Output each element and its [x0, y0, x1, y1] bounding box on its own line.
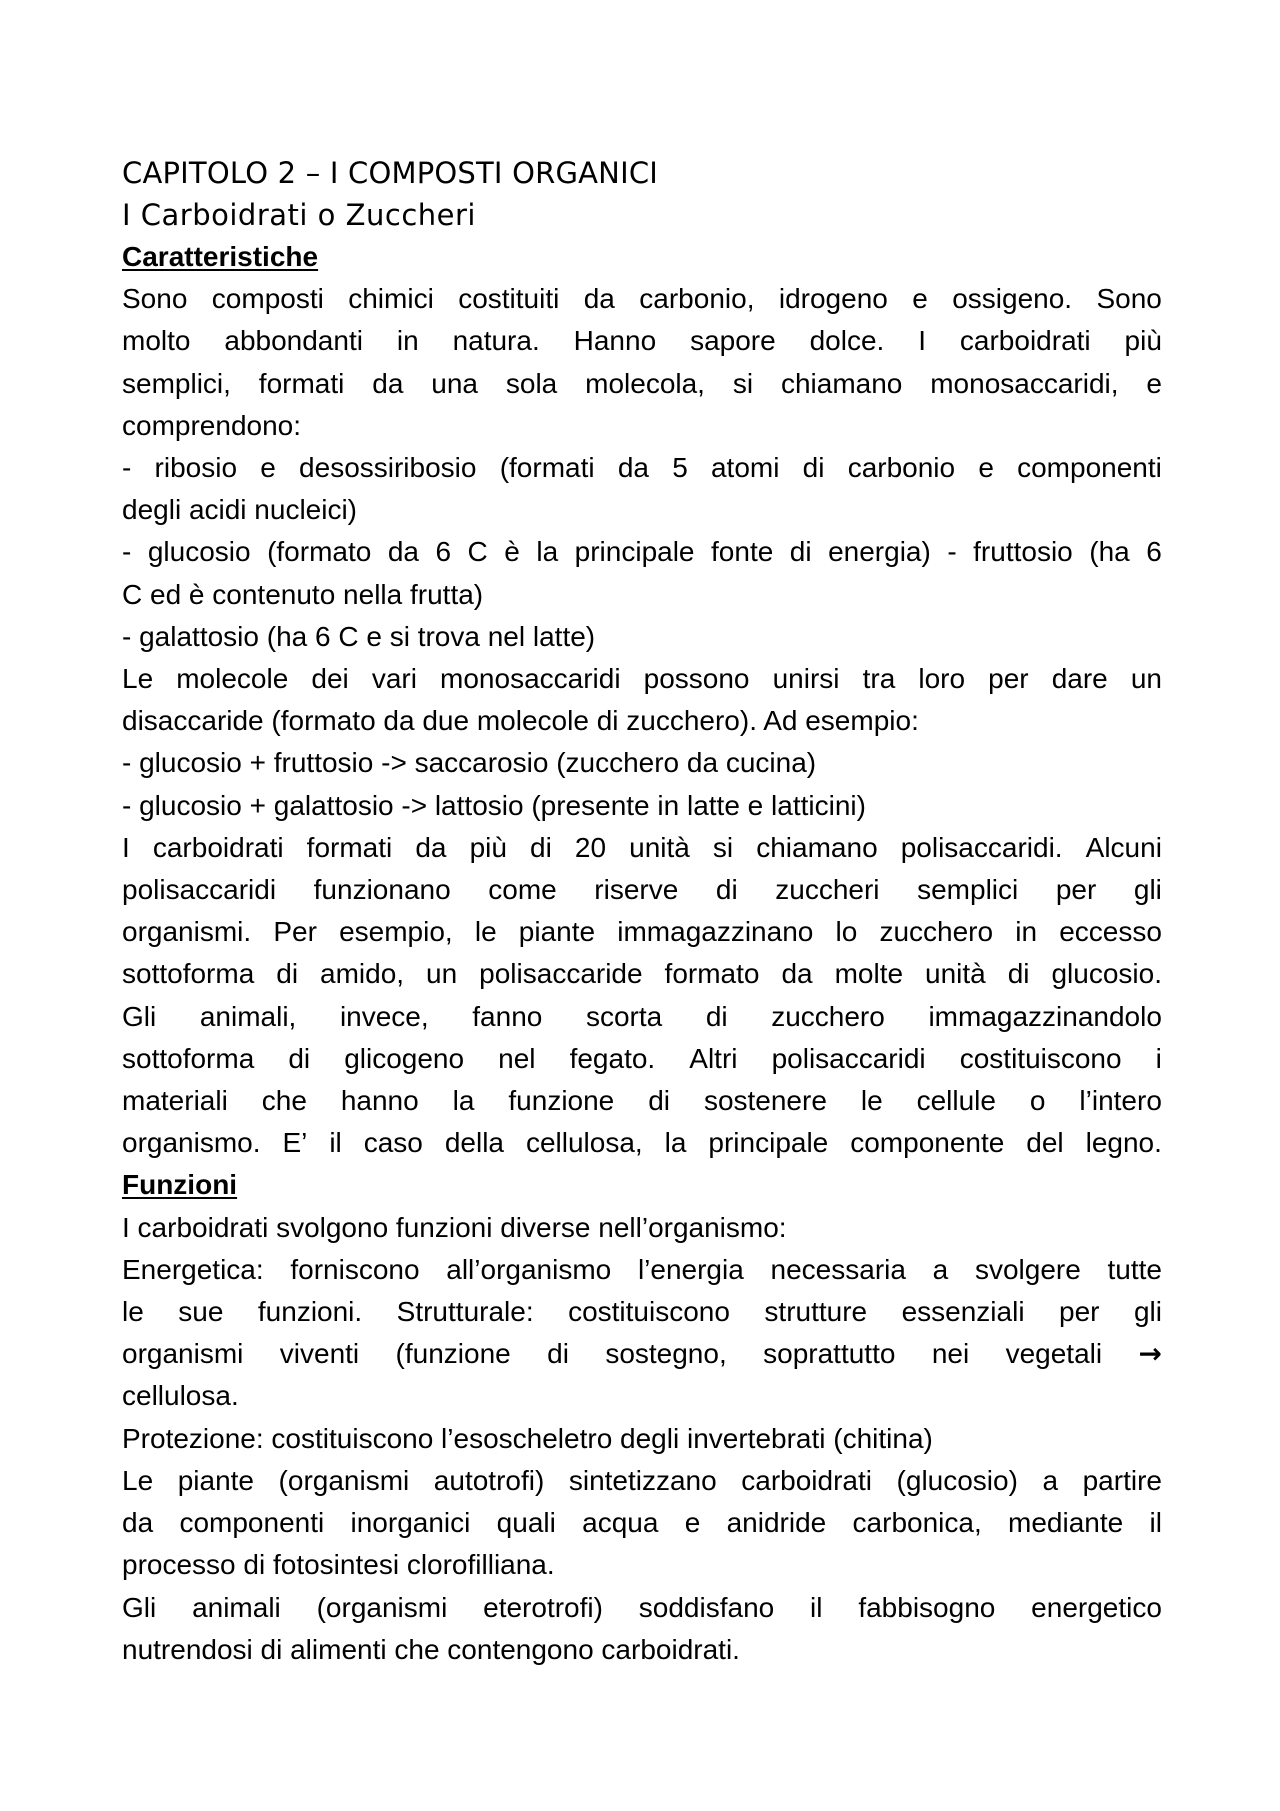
word: 6 [1146, 536, 1162, 568]
word: polisaccaridi. [900, 831, 1063, 863]
word: forniscono [290, 1253, 420, 1285]
word: zuccheri [775, 874, 880, 906]
word: l’intero [1079, 1085, 1162, 1117]
heading-functions: Funzioni [122, 1169, 238, 1201]
word: principale [574, 536, 695, 568]
word: tra [862, 663, 896, 695]
word: e [1146, 367, 1162, 399]
word: semplici, [122, 367, 231, 399]
text-line: - glucosio + galattosio -> lattosio (presente in latte e latticini) [122, 789, 866, 821]
text-line [122, 531, 1162, 573]
word: 6 [435, 536, 452, 568]
text-line: comprendono: [122, 409, 302, 441]
word: Alcuni [1085, 831, 1162, 863]
word: e [912, 283, 928, 315]
word: chiamano [780, 367, 903, 399]
text-line: - glucosio + fruttosio -> saccarosio (zucchero da cucina) [122, 747, 817, 779]
word: all’organismo [446, 1253, 612, 1285]
word: energia) [828, 536, 931, 568]
word: Le [122, 663, 154, 695]
word: da [387, 536, 419, 568]
functions-paragraphs-a [122, 1207, 1162, 1334]
word: unità [925, 958, 986, 990]
word: componenti [1017, 452, 1162, 484]
text-line: Protezione: costituiscono l’esoscheletro degli invertebrati (chitina) [122, 1422, 933, 1454]
text-line [122, 827, 1162, 869]
word: costituiti [458, 283, 560, 315]
word: carbonica, [852, 1507, 982, 1539]
word: materiali [122, 1085, 228, 1117]
word: sola [505, 367, 558, 399]
word: gli [1133, 874, 1162, 906]
word: (funzione [395, 1338, 511, 1370]
word: invece, [339, 1000, 429, 1032]
text-line [122, 1460, 1162, 1502]
word: e [684, 1507, 701, 1539]
word: Hanno [573, 325, 657, 357]
word: (formati [499, 452, 595, 484]
word: svolgere [974, 1253, 1081, 1285]
word: - [122, 452, 132, 484]
word: essenziali [901, 1296, 1025, 1328]
word: per [1055, 874, 1097, 906]
arrow-right-icon: → [1138, 1337, 1162, 1371]
word: e [260, 452, 276, 484]
text-line [122, 658, 1162, 700]
word: - [947, 536, 957, 568]
word: da [781, 958, 813, 990]
word: Gli [122, 1591, 157, 1623]
word: a [1042, 1464, 1059, 1496]
word: le [860, 1085, 883, 1117]
word: da [583, 283, 615, 315]
word: la [664, 1127, 687, 1159]
word: eterotrofi) [483, 1591, 603, 1623]
word: animali, [199, 1000, 297, 1032]
heading-characteristics: Caratteristiche [122, 241, 319, 272]
word: quali [496, 1507, 556, 1539]
word: molto [122, 325, 191, 357]
text-line: processo di fotosintesi clorofilliana. [122, 1549, 555, 1581]
word: fegato. [569, 1042, 656, 1074]
word: Strutturale: [396, 1296, 534, 1328]
word: sostegno, [605, 1338, 727, 1370]
word: da [415, 831, 447, 863]
document-body [122, 236, 1162, 1671]
text-line: degli acidi nucleici) [122, 494, 358, 526]
word: di [276, 958, 299, 990]
word: fruttosio [973, 536, 1073, 568]
functions-paragraphs-b [122, 1375, 1162, 1670]
text-line: - galattosio (ha 6 C e si trova nel latte) [122, 620, 596, 652]
word: glucosio. [1051, 958, 1162, 990]
word: fanno [472, 1000, 543, 1032]
section-title: I Carboidrati o Zuccheri [122, 198, 476, 232]
text-line: I carboidrati svolgono funzioni diverse nell’organismo: [122, 1211, 787, 1243]
word: dolce. [809, 325, 885, 357]
text-line [122, 953, 1162, 995]
word: in [1015, 916, 1038, 948]
word: Gli [122, 1000, 157, 1032]
word: tutte [1107, 1253, 1162, 1285]
word: è [504, 536, 520, 568]
word: 5 [672, 452, 688, 484]
word: fonte [711, 536, 774, 568]
word: inorganici [350, 1507, 471, 1539]
word: piante [177, 1464, 254, 1496]
word: da [617, 452, 649, 484]
word: lo [835, 916, 858, 948]
word: di [648, 1085, 670, 1117]
text-line: C ed è contenuto nella frutta) [122, 578, 484, 610]
word: legno. [1085, 1127, 1162, 1159]
word: I [918, 325, 926, 357]
word: zucchero [879, 916, 994, 948]
word: sue [178, 1296, 224, 1328]
word: autotrofi) [433, 1464, 545, 1496]
word: acqua [582, 1507, 659, 1539]
word: la [452, 1085, 475, 1117]
word: molte [834, 958, 904, 990]
word: si [732, 367, 754, 399]
word: sottoforma [122, 1042, 255, 1074]
text-line [122, 363, 1162, 405]
word: un [1130, 663, 1162, 695]
word: I [122, 831, 130, 863]
word: nei [931, 1338, 970, 1370]
word: unirsi [772, 663, 840, 695]
word: immagazzinano [617, 916, 814, 948]
word: cellule [916, 1085, 996, 1117]
word: e [978, 452, 994, 484]
word: polisaccaridi [122, 874, 277, 906]
word: polisaccaridi [771, 1042, 926, 1074]
text-line: cellulosa. [122, 1380, 239, 1412]
word: (formato [267, 536, 372, 568]
word: (ha [1089, 536, 1130, 568]
text-line [122, 911, 1162, 953]
word: le [122, 1296, 144, 1328]
word: funzione [508, 1085, 615, 1117]
word: mediante [1008, 1507, 1124, 1539]
text-line [122, 996, 1162, 1038]
text-line [122, 869, 1162, 911]
word: - [122, 536, 132, 568]
text-line [122, 278, 1162, 320]
word: Le [122, 1464, 154, 1496]
text-line [122, 1038, 1162, 1080]
word: anidride [726, 1507, 827, 1539]
word: sottoforma [122, 958, 255, 990]
word: più [469, 831, 507, 863]
word: (organismi [278, 1464, 410, 1496]
word: monosaccaridi, [930, 367, 1119, 399]
word: zucchero [771, 1000, 885, 1032]
word: il [810, 1591, 823, 1623]
word: da [122, 1507, 154, 1539]
word: della [444, 1127, 505, 1159]
word: immagazzinandolo [928, 1000, 1162, 1032]
word: glucosio [147, 536, 251, 568]
word: eccesso [1059, 916, 1162, 948]
word: glicogeno [344, 1042, 465, 1074]
word: di [547, 1338, 569, 1370]
word: la [536, 536, 559, 568]
text-line [122, 447, 1162, 489]
word: idrogeno [778, 283, 888, 315]
word: molecola, [585, 367, 705, 399]
word: carboidrati [959, 325, 1091, 357]
word: per [988, 663, 1029, 695]
word: semplici [917, 874, 1019, 906]
word: di [802, 452, 825, 484]
word: animali [192, 1591, 281, 1623]
word: caso [363, 1127, 423, 1159]
word: di [1007, 958, 1030, 990]
word: natura. [452, 325, 540, 357]
text-line [122, 1249, 1162, 1291]
word: a [932, 1253, 949, 1285]
word: Altri [689, 1042, 738, 1074]
word: amido, [320, 958, 405, 990]
word: si [712, 831, 734, 863]
word: formati [258, 367, 345, 399]
word: funzionano [313, 874, 451, 906]
word: vegetali [1005, 1338, 1103, 1370]
word: Energetica: [122, 1253, 264, 1285]
chapter-title: CAPITOLO 2 – I COMPOSTI ORGANICI [122, 156, 659, 190]
word: piante [518, 916, 596, 948]
text-line: nutrendosi di alimenti che contengono carboidrati. [122, 1633, 740, 1665]
word: Sono [1096, 283, 1162, 315]
word: un [426, 958, 458, 990]
word: strutture [764, 1296, 868, 1328]
word: formato [664, 958, 760, 990]
word: fabbisogno [858, 1591, 996, 1623]
word: soddisfano [638, 1591, 775, 1623]
word: le [474, 916, 497, 948]
word: sostenere [703, 1085, 827, 1117]
word: loro [918, 663, 966, 695]
word: costituiscono [568, 1296, 730, 1328]
word: (glucosio) [896, 1464, 1018, 1496]
word: unità [629, 831, 690, 863]
word: desossiribosio [299, 452, 477, 484]
word: molecole [176, 663, 289, 695]
word: del [1026, 1127, 1064, 1159]
word: o [1029, 1085, 1046, 1117]
word: di [789, 536, 812, 568]
word: che [261, 1085, 307, 1117]
word: funzioni. [257, 1296, 363, 1328]
word: dare [1051, 663, 1108, 695]
word: carboidrati [152, 831, 284, 863]
word: scorta [585, 1000, 663, 1032]
word: hanno [340, 1085, 419, 1117]
word: più [1124, 325, 1162, 357]
word: monosaccaridi [440, 663, 621, 695]
word: carbonio [847, 452, 956, 484]
word: organismo. [122, 1127, 261, 1159]
word: Per [273, 916, 317, 948]
word: chiamano [756, 831, 878, 863]
word: carboidrati [741, 1464, 872, 1496]
text-line [122, 1587, 1162, 1629]
word: Sono [122, 283, 188, 315]
text-line [122, 1502, 1162, 1544]
word: costituiscono [959, 1042, 1122, 1074]
word: organismi [122, 1338, 244, 1370]
word: possono [643, 663, 750, 695]
word: chimici [348, 283, 434, 315]
word: energetico [1031, 1591, 1162, 1623]
word: di [715, 874, 738, 906]
word: in [396, 325, 419, 357]
word: formati [306, 831, 393, 863]
word: esempio, [339, 916, 453, 948]
word: principale [708, 1127, 829, 1159]
word: nel [498, 1042, 536, 1074]
text-line [122, 1122, 1162, 1164]
word: il [329, 1127, 342, 1159]
word: di [705, 1000, 728, 1032]
word: C [467, 536, 488, 568]
word: composti [211, 283, 324, 315]
word: carbonio, [639, 283, 755, 315]
word: una [431, 367, 478, 399]
word: ossigeno. [952, 283, 1073, 315]
word: di [288, 1042, 311, 1074]
word: riserve [594, 874, 679, 906]
word: per [1059, 1296, 1100, 1328]
word: da [372, 367, 404, 399]
word: viventi [279, 1338, 360, 1370]
word: componente [850, 1127, 1005, 1159]
word: ribosio [154, 452, 238, 484]
word: polisaccaride [479, 958, 643, 990]
word: gli [1133, 1296, 1162, 1328]
text-line: disaccaride (formato da due molecole di zucchero). Ad esempio: [122, 705, 919, 737]
text-line-arrow [122, 1333, 1162, 1375]
text-line [122, 1291, 1162, 1333]
word: sapore [690, 325, 776, 357]
word: partire [1082, 1464, 1162, 1496]
word: componenti [179, 1507, 325, 1539]
word: di [530, 831, 552, 863]
word: l’energia [637, 1253, 744, 1285]
text-line [122, 320, 1162, 362]
word: dei [311, 663, 349, 695]
word: organismi. [122, 916, 252, 948]
word: il [1149, 1507, 1162, 1539]
word: cellulosa, [525, 1127, 643, 1159]
word: (organismi [316, 1591, 448, 1623]
word: 20 [574, 831, 607, 863]
text-line [122, 1080, 1162, 1122]
word: soprattutto [763, 1338, 896, 1370]
document-page [122, 152, 1162, 1671]
word: sintetizzano [568, 1464, 717, 1496]
word: vari [371, 663, 417, 695]
word: E’ [282, 1127, 308, 1159]
word: atomi [710, 452, 780, 484]
word: abbondanti [224, 325, 363, 357]
characteristics-paragraphs [122, 278, 1162, 1164]
word: i [1155, 1042, 1162, 1074]
word: necessaria [770, 1253, 906, 1285]
word: come [488, 874, 557, 906]
